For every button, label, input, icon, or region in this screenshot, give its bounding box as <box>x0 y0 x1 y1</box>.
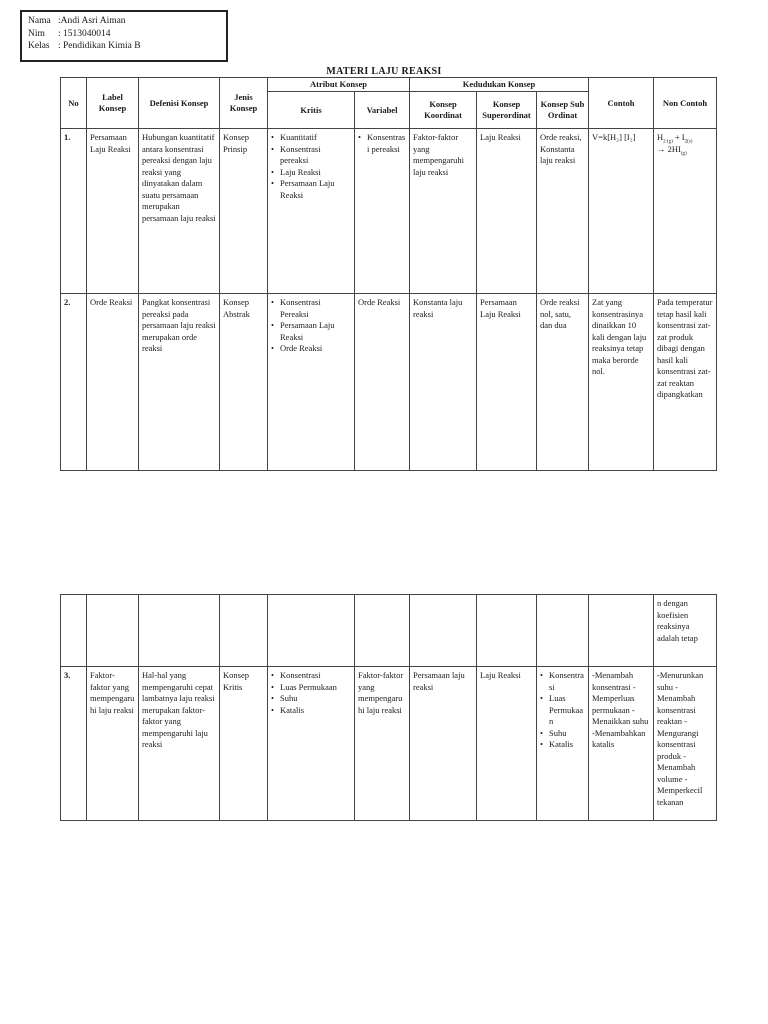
cell-empty <box>139 595 220 667</box>
cell-subordinat: Orde reaksi, Konstanta laju reaksi <box>537 129 589 294</box>
list-item: • Laju Reaksi <box>271 167 351 179</box>
cell-jenis: Konsep Prinsip <box>220 129 268 294</box>
cell-koordinat: Faktor-faktor yang mempengaruhi laju reaksi <box>410 129 477 294</box>
nim-key: Nim <box>28 28 45 39</box>
identity-box <box>20 10 228 62</box>
cell-variabel <box>355 129 410 294</box>
table-row <box>61 667 717 821</box>
header-atribut: Atribut Konsep <box>268 78 410 92</box>
cell-noncontoh: -Menurunkan suhu -Menambah konsentrasi reaktan -Mengurangi konsentrasi produk -Menambah volume -Memperkecil tekanan <box>654 667 717 821</box>
cell-kritis <box>268 129 355 294</box>
list-item: • Luas Permukaan <box>540 693 585 728</box>
cell-superordinat: Laju Reaksi <box>477 129 537 294</box>
identity-name-row <box>28 15 220 28</box>
list-item: • Persamaan Laju Reaksi <box>271 178 351 201</box>
table-row <box>61 294 717 471</box>
cell-koordinat: Konstanta laju reaksi <box>410 294 477 471</box>
concept-table-page-1 <box>60 77 717 471</box>
cell-empty <box>589 595 654 667</box>
list-item: • Persamaan Laju Reaksi <box>271 320 351 343</box>
header-definisi: Defenisi Konsep <box>139 78 220 129</box>
header-jenis: Jenis Konsep <box>220 78 268 129</box>
header-kritis: Kritis <box>268 92 355 129</box>
list-item: • Katalis <box>540 739 585 751</box>
equation-h: H <box>657 132 664 142</box>
cell-jenis: Konsep Abstrak <box>220 294 268 471</box>
cell-contoh: Zat yang konsentrasinya dinaikkan 10 kali dengan laju reaksinya tetap maka berorde nol. <box>589 294 654 471</box>
cell-contoh: V=k[H₂] [I₂] <box>589 129 654 294</box>
cell-definisi: Hubungan kuantitatif antara konsentrasi pereaksi dengan laju reaksi yang dinyatakan dalam suatu persamaan merupakan persamaan laju reaksi <box>139 129 220 294</box>
cell-contoh: -Menambah konsentrasi -Memperluas permukaan -Menaikkan suhu -Menambahkan katalis <box>589 667 654 821</box>
cell-subordinat: Orde reaksi nol, satu, dan dua <box>537 294 589 471</box>
list-item: • Konsentrasi <box>271 670 351 682</box>
list-item: • Katalis <box>271 705 351 717</box>
row-number: 1. <box>61 129 87 294</box>
cell-noncontoh <box>654 129 717 294</box>
name-key: Nama <box>28 16 51 26</box>
document-title: MATERI LAJU REAKSI <box>326 66 442 77</box>
kritis-list <box>271 297 351 355</box>
class-sep: : <box>58 41 61 51</box>
table-row <box>61 129 717 294</box>
kritis-list <box>271 670 351 716</box>
name-value: Andi Asri Aiman <box>60 16 126 26</box>
header-noncontoh: Non Contoh <box>654 78 717 129</box>
list-item: • Konsentrasi pereaksi <box>358 132 406 155</box>
cell-superordinat: Persamaan Laju Reaksi <box>477 294 537 471</box>
name-sep: : <box>58 16 61 26</box>
cell-empty <box>355 595 410 667</box>
concept-table-page-2 <box>60 594 717 821</box>
cell-label: Orde Reaksi <box>87 294 139 471</box>
cell-superordinat: Laju Reaksi <box>477 667 537 821</box>
variabel-list <box>358 132 406 155</box>
header-label: Label Konsep <box>87 78 139 129</box>
cell-noncontoh: Pada temperatur tetap hasil kali konsentrasi zat-zat produk dibagi dengan hasil kali konsentrasi zat-zat reaktan dipangkatkan <box>654 294 717 471</box>
cell-noncontoh-continued: n dengan koefisien reaksinya adalah tetap <box>654 595 717 667</box>
list-item: • Luas Permukaan <box>271 682 351 694</box>
cell-subordinat <box>537 667 589 821</box>
cell-empty <box>87 595 139 667</box>
table-row-continued <box>61 595 717 667</box>
equation-product-state: (g) <box>680 151 687 157</box>
list-item: • Kuantitatif <box>271 132 351 144</box>
cell-kritis <box>268 294 355 471</box>
row-number: 3. <box>61 667 87 821</box>
identity-nim-row <box>28 28 220 41</box>
header-koordinat: Konsep Koordinat <box>410 92 477 129</box>
cell-empty <box>410 595 477 667</box>
cell-variabel: Orde Reaksi <box>355 294 410 471</box>
nim-value: 1513040014 <box>63 28 111 39</box>
cell-empty <box>220 595 268 667</box>
equation-product: → 2HI <box>657 143 681 154</box>
cell-jenis: Konsep Kritis <box>220 667 268 821</box>
header-no: No <box>61 78 87 129</box>
nim-sep: : <box>58 28 61 39</box>
class-key: Kelas <box>28 41 50 51</box>
cell-label: Persamaan Laju Reaksi <box>87 129 139 294</box>
header-subordinat: Konsep Sub Ordinat <box>537 92 589 129</box>
equation-h-state: 2 (g) <box>663 139 673 145</box>
cell-koordinat: Persamaan laju reaksi <box>410 667 477 821</box>
equation-plus-i: + I <box>674 132 685 142</box>
equation-i-state: 2(s) <box>684 139 693 145</box>
list-item: • Konsentrasi pereaksi <box>271 144 351 167</box>
header-kedudukan: Kedudukan Konsep <box>410 78 589 92</box>
list-item: • Konsentrasi Pereaksi <box>271 297 351 320</box>
row-number: 2. <box>61 294 87 471</box>
class-value: Pendidikan Kimia B <box>63 41 141 51</box>
list-item: • Orde Reaksi <box>271 343 351 355</box>
cell-label: Faktor-faktor yang mempengaruhi laju reaksi <box>87 667 139 821</box>
cell-variabel: Faktor-faktor yang mempengaruhi laju reaksi <box>355 667 410 821</box>
list-item: • Suhu <box>540 728 585 740</box>
identity-class-row <box>28 40 220 53</box>
header-contoh: Contoh <box>589 78 654 129</box>
cell-empty <box>477 595 537 667</box>
cell-definisi: Pangkat konsentrasi pereaksi pada persamaan laju reaksi merupakan orde reaksi <box>139 294 220 471</box>
list-item: • Konsentrasi <box>540 670 585 693</box>
cell-definisi: Hal-hal yang mempengaruhi cepat lambatnya laju reaksi merupakan faktor-faktor yang mempengaruhi laju reaksi <box>139 667 220 821</box>
cell-kritis <box>268 667 355 821</box>
subordinat-list <box>540 670 585 751</box>
cell-empty <box>537 595 589 667</box>
cell-empty <box>268 595 355 667</box>
list-item: • Suhu <box>271 693 351 705</box>
header-superordinat: Konsep Superordinat <box>477 92 537 129</box>
header-variabel: Variabel <box>355 92 410 129</box>
cell-empty <box>61 595 87 667</box>
kritis-list <box>271 132 351 201</box>
